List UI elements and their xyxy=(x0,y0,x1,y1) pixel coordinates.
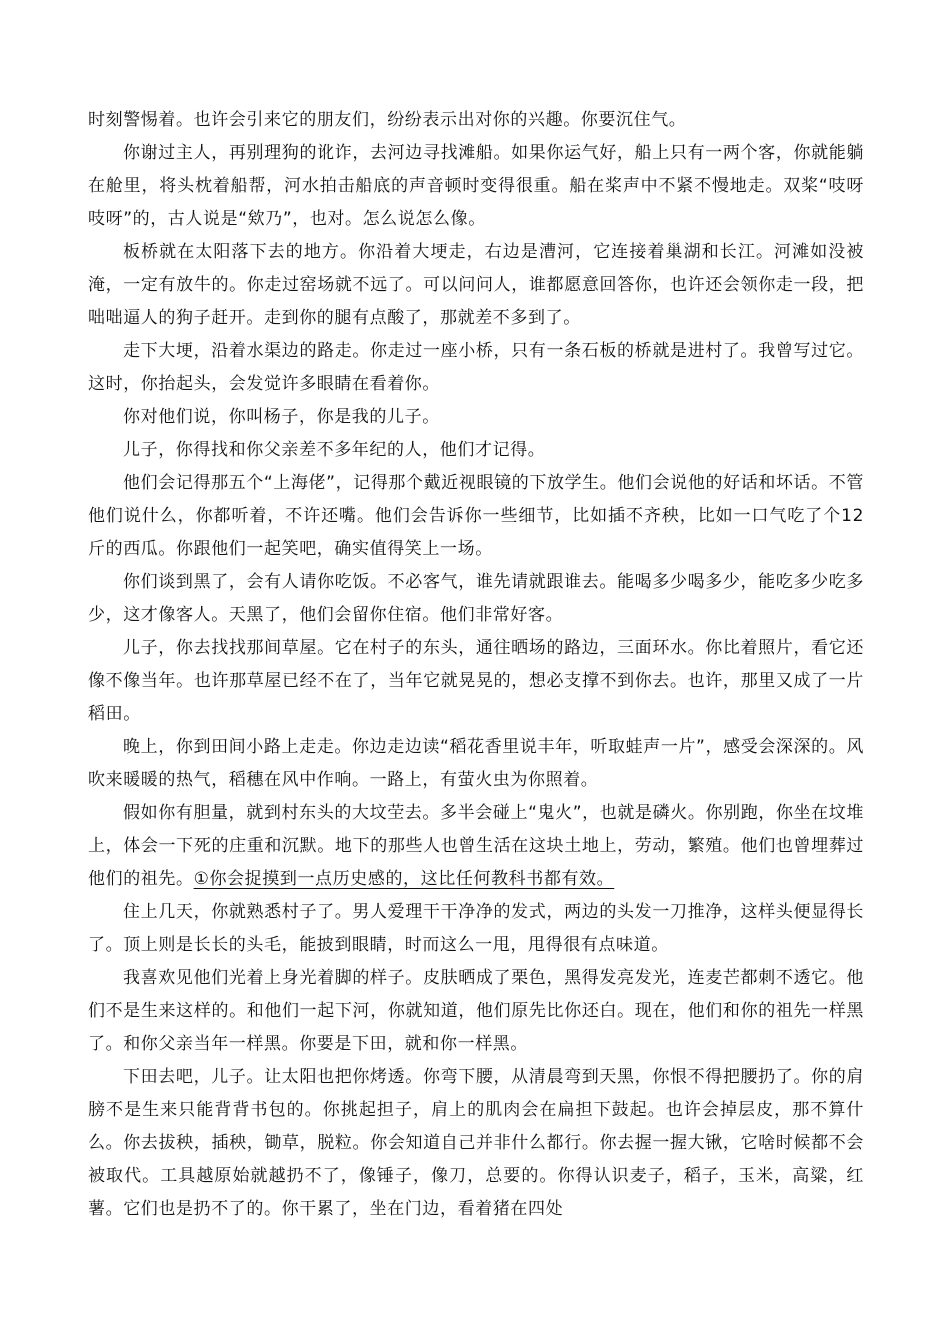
paragraph-13: 下田去吧，儿子。让太阳也把你烤透。你弯下腰，从清晨弯到天黑，你恨不得把腰扔了。你的肩膀不是生来只能背背书包的。你挑起担子，肩上的肌肉会在扁担下鼓起。也许会掉层皮，那不算什么。你去拔秧，插秧，锄草，脱粒。你会知道自己并非什么都行。你去握一握大锹，它啥时候都不会被取代。工具越原始就越扔不了，像锤子，像刀，总要的。你得认识麦子，稻子，玉米，高粱，红薯。它们也是扔不了的。你干累了，坐在门边，看着猪在四处 xyxy=(88,1067,864,1219)
paragraph-9: 儿子，你去找找那间草屋。它在村子的东头，通往晒场的路边，三面环水。你比着照片，看它还像不像当年。也许那草屋已经不在了，当年它就晃晃的，想必支撑不到你去。也许，那里又成了一片稻田。 xyxy=(88,638,864,724)
paragraph-ghost-fire-text: 假如你有胆量，就到村东头的大坟茔去。多半会碰上“鬼火”，也就是磷火。你别跑，你坐在坟堆上，体会一下死的庄重和沉默。地下的那些人也曾生活在这块土地上，劳动，繁殖。他们也曾埋葬过他们的祖先。 xyxy=(88,803,864,889)
paragraph-8: 你们谈到黑了，会有人请你吃饭。不必客气，谁先请就跟谁去。能喝多少喝多少，能吃多少吃多少，这才像客人。天黑了，他们会留你住宿。他们非常好客。 xyxy=(88,572,864,625)
paragraph-11: 住上几天，你就熟悉村子了。男人爱理干干净净的发式，两边的头发一刀推净，这样头便显得长了。顶上则是长长的头毛，能披到眼睛，时而这么一甩，甩得很有点味道。 xyxy=(88,902,864,955)
paragraph-5: 你对他们说，你叫杨子，你是我的儿子。 xyxy=(123,407,440,427)
paragraph-1: 时刻警惕着。也许会引来它的朋友们，纷纷表示出对你的兴趣。你要沉住气。 xyxy=(88,110,687,130)
paragraph-3: 板桥就在太阳落下去的地方。你沿着大埂走，右边是漕河，它连接着巢湖和长江。河滩如没被淹，一定有放牛的。你走过窑场就不远了。可以问问人，谁都愿意回答你，也许还会领你走一段，把咄咄逼人的狗子赶开。走到你的腿有点酸了，那就差不多到了。 xyxy=(88,242,864,328)
paragraph-4: 走下大埂，沿着水渠边的路走。你走过一座小桥，只有一条石板的桥就是进村了。我曾写过它。这时，你抬起头，会发觉许多眼睛在看着你。 xyxy=(88,341,864,394)
underlined-question-marker: ①你会捉摸到一点历史感的，这比任何教科书都有效。 xyxy=(193,869,615,889)
paragraph-7: 他们会记得那五个“上海佬”，记得那个戴近视眼镜的下放学生。他们会说他的好话和坏话。不管他们说什么，你都听着，不许还嘴。他们会告诉你一些细节，比如插不齐秧，比如一口气吃了个12斤的西瓜。你跟他们一起笑吧，确实值得笑上一场。 xyxy=(88,473,864,559)
document-page xyxy=(88,104,864,1226)
paragraph-12: 我喜欢见他们光着上身光着脚的样子。皮肤晒成了栗色，黑得发亮发光，连麦芒都刺不透它。他们不是生来这样的。和他们一起下河，你就知道，他们原先比你还白。现在，他们和你的祖先一样黑了。和你父亲当年一样黑。你要是下田，就和你一样黑。 xyxy=(88,968,864,1054)
paragraph-ghost-fire xyxy=(88,797,864,896)
paragraph-10: 晚上，你到田间小路上走走。你边走边读“稻花香里说丰年，听取蛙声一片”，感受会深深的。风吹来暖暖的热气，稻穗在风中作响。一路上，有萤火虫为你照着。 xyxy=(88,737,864,790)
paragraph-2: 你谢过主人，再别理狗的讹诈，去河边寻找滩船。如果你运气好，船上只有一两个客，你就能躺在舱里，将头枕着船帮，河水拍击船底的声音顿时变得很重。船在桨声中不紧不慢地走。双桨“吱呀吱呀”的，古人说是“欸乃”，也对。怎么说怎么像。 xyxy=(88,143,864,229)
paragraph-6: 儿子，你得找和你父亲差不多年纪的人，他们才记得。 xyxy=(123,440,546,460)
